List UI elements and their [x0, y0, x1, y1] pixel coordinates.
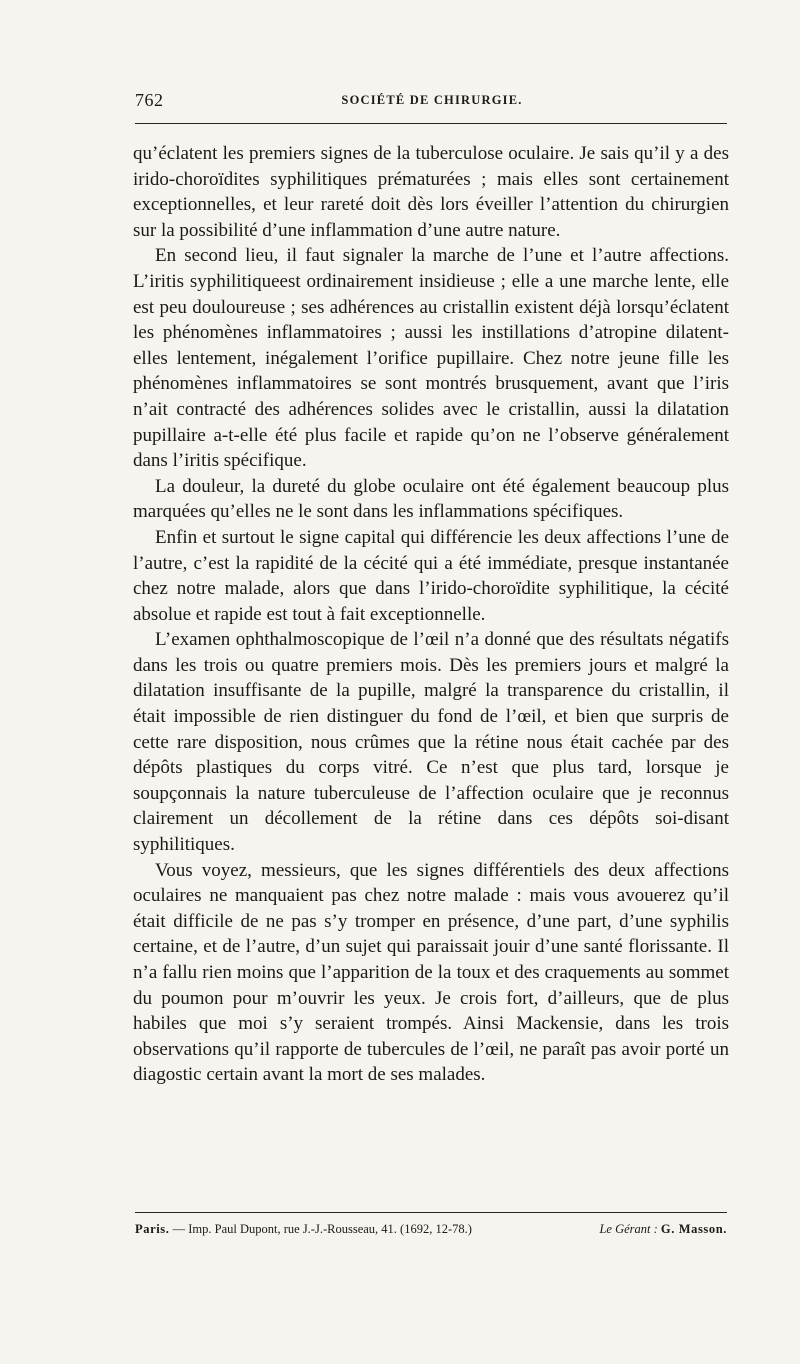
page-number: 762: [135, 90, 164, 110]
paragraph: L’examen ophthalmoscopique de l’œil n’a donné que des résultats négatifs dans les trois ou quatre premiers mois. Dès les premiers jours et malgré la dilatation insuffisante de la pupille, malgré la transparence du cristallin, il était impossible de rien distinguer du fond de l’œil, et bien que surpris de cette rare disposition, nous crûmes que la rétine nous était cachée par des dépôts plastiques du corps vitré. Ce n’est que plus tard, lorsque je soupçonnais la nature tuberculeuse de l’affection oculaire que je reconnus clairement un décollement de la rétine dans ces dépôts soi-disant syphilitiques.: [133, 629, 729, 856]
gerant-name: G. Masson.: [660, 1222, 727, 1236]
paragraph: En second lieu, il faut signaler la marche de l’une et l’autre affections. L’iritis syphilitiqueest ordinairement insidieuse ; elle a une marche lente, elle est peu douloureuse ; ses adhérences au cristallin existent déjà lorsqu’éclatent les phénomènes inflammatoires ; aussi les instillations d’atropine dilatent-elles lentement, inégalement l’orifice pupillaire. Chez notre jeune fille les phénomènes inflammatoires se sont montrés brusquement, avant que l’iris n’ait contracté des adhérences solides avec le cristallin, aussi la dilatation pupillaire a-t-elle été plus facile et rapide qu’on ne l’observe généralement dans l’iritis spécifique.: [133, 245, 729, 472]
imprint-printer-line: [135, 1222, 472, 1237]
paragraph: qu’éclatent les premiers signes de la tuberculose oculaire. Je sais qu’il y a des irido-choroïdites syphilitiques prématurées ; mais elles sont certainement exceptionnelles, et leur rareté doit dès lors éveiller l’attention du chirurgien sur la possibilité d’une inflammation d’une autre nature.: [133, 143, 729, 241]
imprint-city: Paris.: [135, 1222, 170, 1236]
gerant-label: Le Gérant :: [599, 1222, 658, 1236]
paragraph: Enfin et surtout le signe capital qui différencie les deux affections l’une de l’autre, c’est la rapidité de la cécité qui a été immédiate, presque instantanée chez notre malade, alors que dans l’irido-choroïdite syphilitique, la cécité absolue et rapide est tout à fait exceptionnelle.: [133, 526, 729, 625]
running-title: SOCIÉTÉ DE CHIRURGIE.: [341, 93, 523, 107]
paragraph: Vous voyez, messieurs, que les signes différentiels des deux affections oculaires ne manquaient pas chez notre malade : mais vous avouerez qu’il était difficile de ne pas s’y tromper en présence, d’une part, d’une syphilis certaine, et de l’autre, d’un sujet qui paraissait jouir d’une santé florissante. Il n’a fallu rien moins que l’apparition de la toux et des craquements au sommet du poumon pour m’ouvrir les yeux. Je crois fort, d’ailleurs, que de plus habiles que moi s’y seraient trompés. Ainsi Mackensie, dans les trois observations qu’il rapporte de tubercules de l’œil, ne paraît pas avoir porté un diagostic certain avant la mort de ses malades.: [133, 859, 729, 1086]
body-text: [133, 141, 729, 1088]
page-header: [135, 90, 729, 114]
footer-rule: [135, 1212, 727, 1213]
header-rule: [135, 123, 727, 124]
paragraph: La douleur, la dureté du globe oculaire ont été également beaucoup plus marquées qu’elles ne le sont dans les inflammations spécifiques.: [133, 475, 729, 523]
imprint-gerant: [599, 1222, 727, 1237]
imprint-printer: — Imp. Paul Dupont, rue J.-J.-Rousseau, 41. (1692, 12-78.): [172, 1222, 472, 1236]
imprint-footer: [135, 1222, 727, 1237]
